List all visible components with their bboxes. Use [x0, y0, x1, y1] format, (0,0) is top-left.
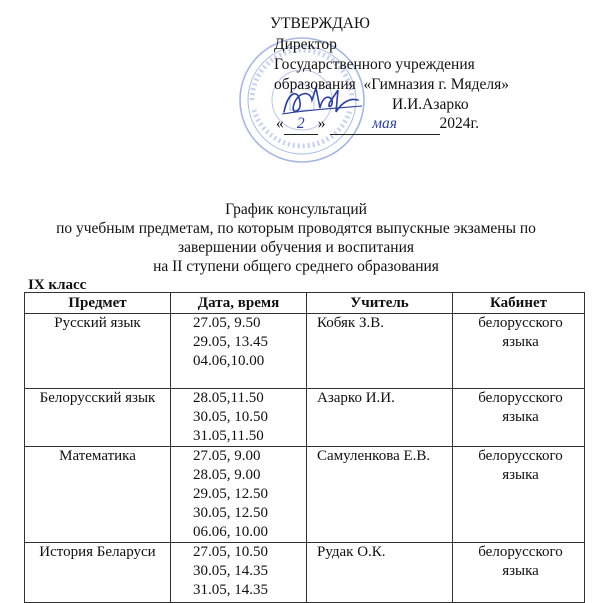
teacher-cell: Рудак О.К.	[307, 543, 453, 603]
approval-month: мая	[330, 114, 440, 135]
header-room: Кабинет	[453, 293, 585, 314]
table-header-row	[25, 293, 585, 314]
table-row	[25, 389, 585, 447]
director-position: Директор	[274, 36, 337, 53]
heading-line-1: График консультаций	[225, 201, 367, 218]
heading-line-2: по учебным предметам, по которым проводятся выпускные экзамены по	[56, 220, 536, 237]
table-row	[25, 543, 585, 603]
grade-label: IX класс	[28, 277, 87, 293]
approval-date: « 2 » мая 2024г.	[276, 114, 479, 135]
subject-cell: История Беларуси	[25, 543, 171, 603]
consultation-schedule-table	[24, 292, 585, 603]
approval-year: 2024г.	[439, 115, 479, 132]
subject-cell: Математика	[25, 447, 171, 543]
director-name: И.И.Азарко	[392, 96, 469, 113]
teacher-cell: Самуленкова Е.В.	[307, 447, 453, 543]
table-row	[25, 447, 585, 543]
header-teacher: Учитель	[307, 293, 453, 314]
room-cell: белорусского языка	[453, 389, 585, 447]
subject-cell: Русский язык	[25, 314, 171, 389]
subject-cell: Белорусский язык	[25, 389, 171, 447]
document-heading	[0, 200, 592, 276]
dates-cell: 27.05, 9.00 28.05, 9.00 29.05, 12.50 30.05, 12.50 06.06, 10.00	[171, 447, 307, 543]
dates-cell: 27.05, 9.50 29.05, 13.45 04.06,10.00	[171, 314, 307, 389]
dates-cell: 28.05,11.50 30.05, 10.50 31.05,11.50	[171, 389, 307, 447]
table-row	[25, 314, 585, 389]
room-cell: белорусского языка	[453, 314, 585, 389]
room-cell: белорусского языка	[453, 447, 585, 543]
heading-line-4: на II ступени общего среднего образования	[153, 258, 439, 275]
header-datetime: Дата, время	[171, 293, 307, 314]
header-subject: Предмет	[25, 293, 171, 314]
organization-line-2: образования «Гимназия г. Мяделя»	[274, 76, 509, 93]
teacher-cell: Кобяк З.В.	[307, 314, 453, 389]
approval-title: УТВЕРЖДАЮ	[270, 15, 370, 32]
room-cell: белорусского языка	[453, 543, 585, 603]
signature-line	[392, 95, 469, 115]
dates-cell: 27.05, 10.50 30.05, 14.35 31.05, 14.35	[171, 543, 307, 603]
approval-day: 2	[284, 114, 318, 135]
teacher-cell: Азарко И.И.	[307, 389, 453, 447]
organization-line-1: Государственного учреждения	[274, 56, 475, 73]
heading-line-3: завершении обучения и воспитания	[177, 239, 415, 256]
